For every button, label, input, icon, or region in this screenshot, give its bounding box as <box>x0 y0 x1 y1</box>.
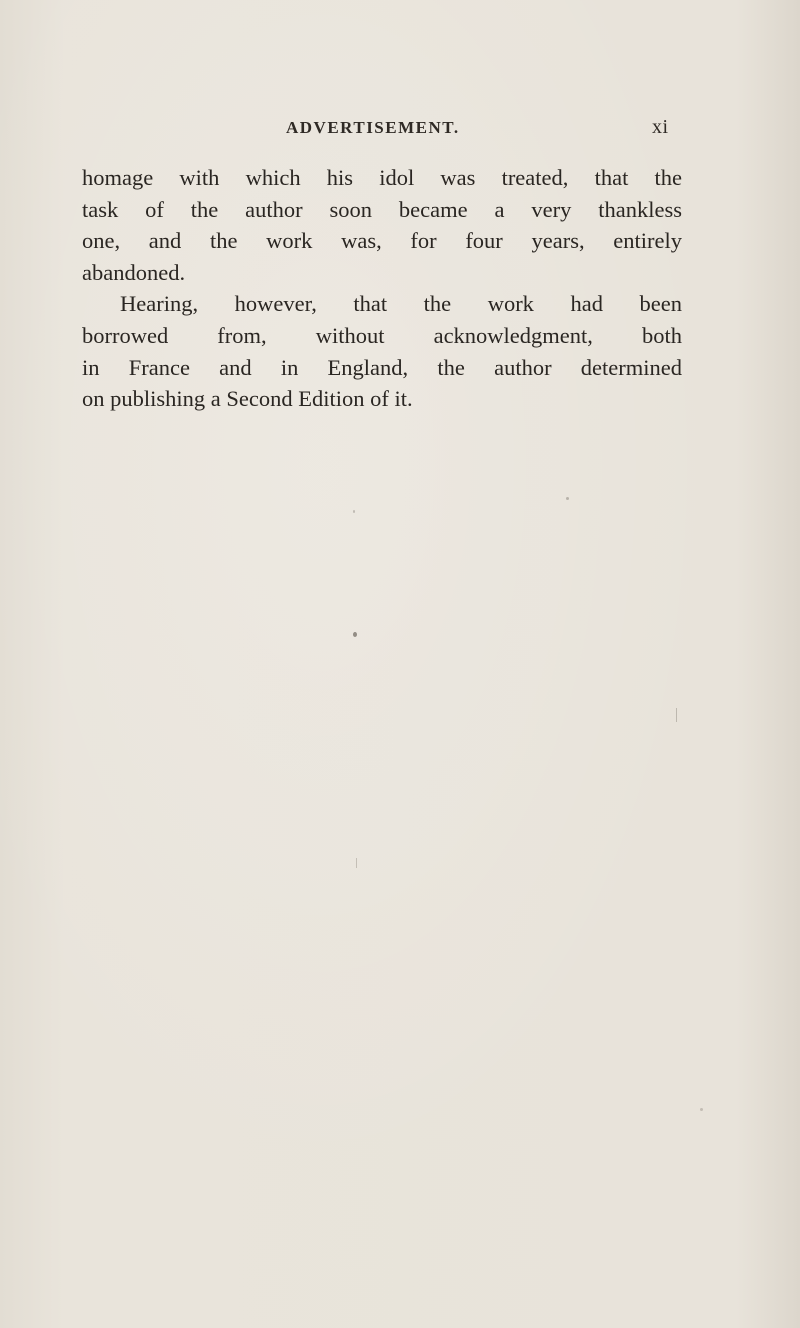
paper-speck <box>356 858 357 868</box>
text-line: on publishing a Second Edition of it. <box>82 386 413 412</box>
paragraph-2 <box>82 288 682 414</box>
page-number: xi <box>652 116 669 138</box>
paper-speck <box>353 632 357 637</box>
paragraph-1 <box>82 162 682 288</box>
text-line: homage with which his idol was treated, that the <box>82 165 682 190</box>
text-line: Hearing, however, that the work had been <box>120 291 682 317</box>
paper-speck <box>676 708 677 722</box>
text-line: in France and in England, the author determined <box>82 354 682 380</box>
paper-speck <box>353 510 355 513</box>
running-head <box>0 116 800 140</box>
body-text <box>82 162 682 415</box>
text-line: one, and the work was, for four years, entirely <box>82 228 682 254</box>
running-title: ADVERTISEMENT. <box>286 118 460 137</box>
paper-speck <box>700 1108 703 1111</box>
text-line: borrowed from, without acknowledgment, both <box>82 322 682 348</box>
text-line: abandoned. <box>82 259 186 285</box>
paper-speck <box>566 497 569 500</box>
text-line: task of the author soon became a very thankless <box>82 196 682 222</box>
